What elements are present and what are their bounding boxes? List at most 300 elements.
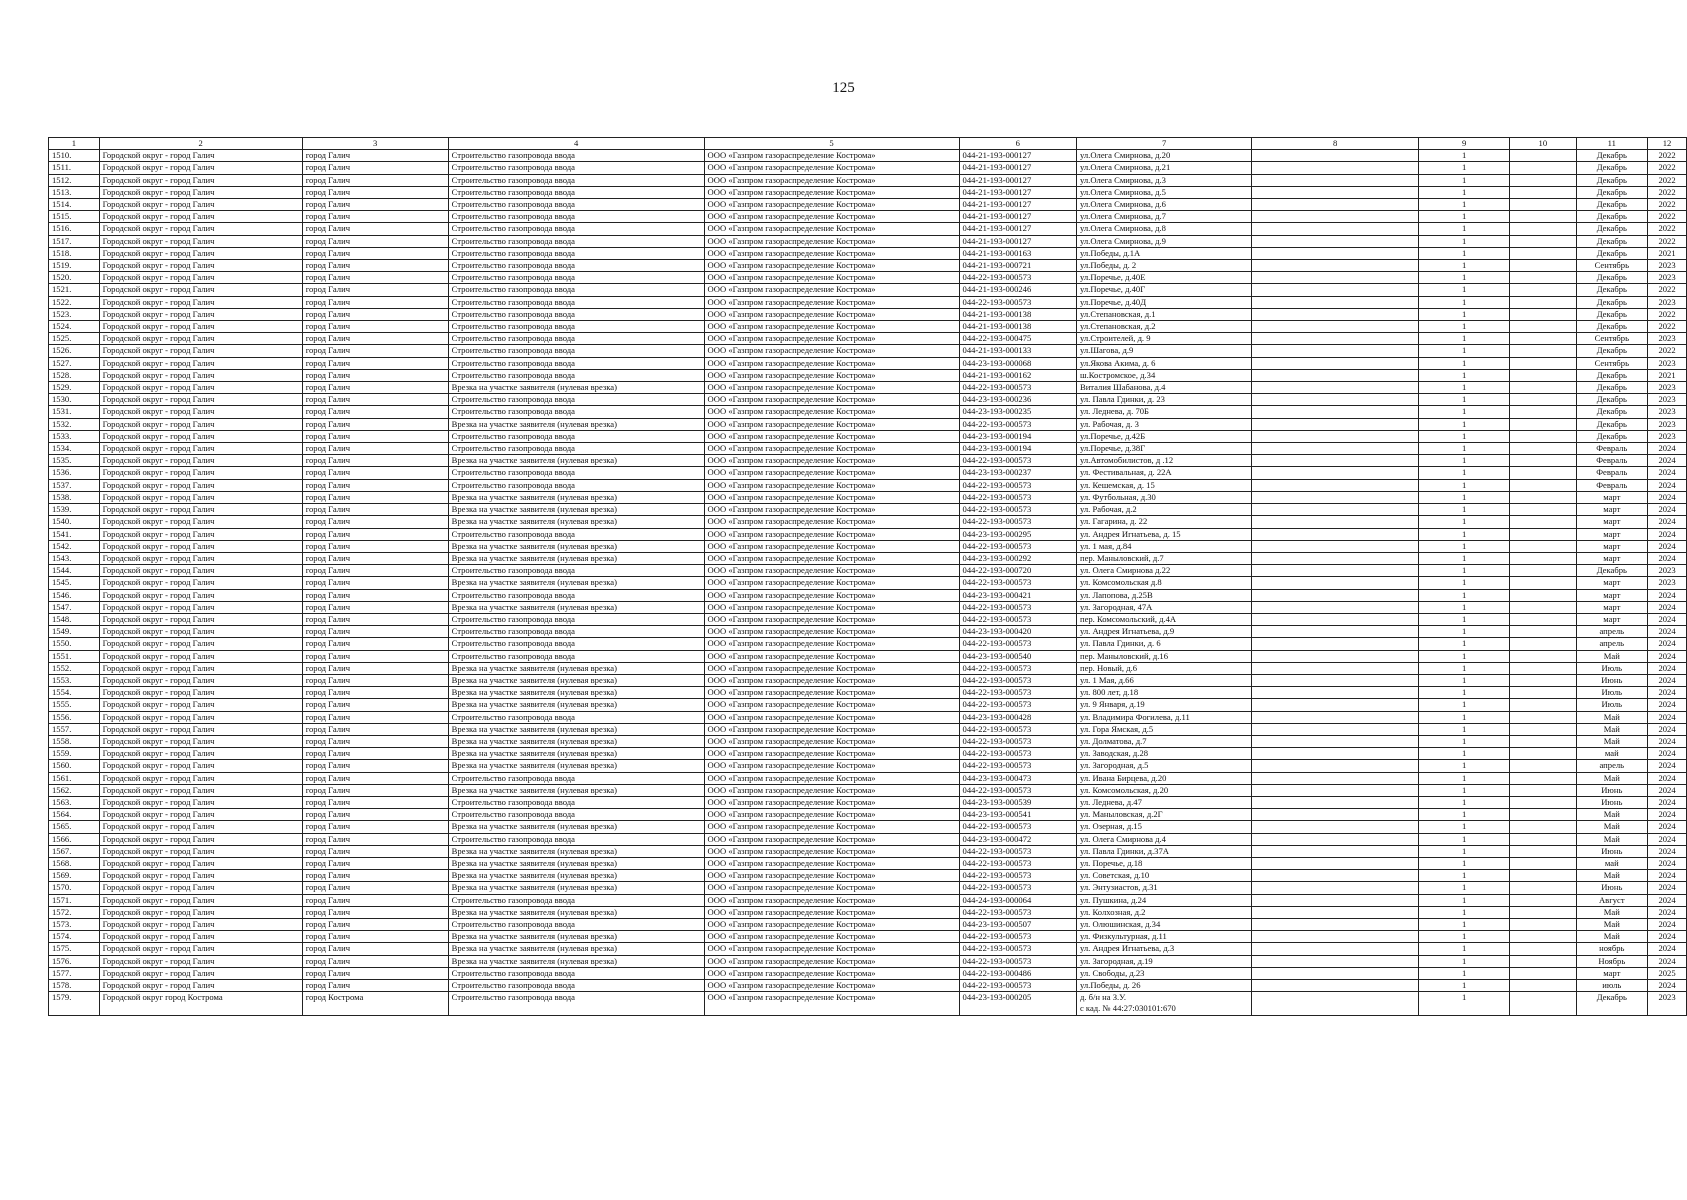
code-cell: 044-21-193-000133: [959, 345, 1076, 357]
row-number: 1511.: [49, 162, 100, 174]
row-number: 1546.: [49, 589, 100, 601]
address-cell: ул. 800 лет, д.18: [1076, 687, 1251, 699]
organization-cell: ООО «Газпром газораспределение Кострома»: [704, 748, 959, 760]
year-cell: 2022: [1648, 284, 1687, 296]
organization-cell: ООО «Газпром газораспределение Кострома»: [704, 406, 959, 418]
row-number: 1538.: [49, 491, 100, 503]
month-cell: Февраль: [1576, 443, 1648, 455]
year-cell: 2024: [1648, 919, 1687, 931]
year-cell: 2024: [1648, 589, 1687, 601]
address-cell: ул. Заводская, д.28: [1076, 748, 1251, 760]
district-cell: Городской округ - город Галич: [99, 186, 302, 198]
city-cell: город Галич: [302, 882, 448, 894]
organization-cell: ООО «Газпром газораспределение Кострома»: [704, 199, 959, 211]
city-cell: город Галич: [302, 552, 448, 564]
month-cell: Декабрь: [1576, 223, 1648, 235]
table-row: [49, 577, 1687, 589]
organization-cell: ООО «Газпром газораспределение Кострома»: [704, 980, 959, 992]
quantity-cell: 1: [1419, 528, 1510, 540]
col10-cell: [1510, 967, 1576, 979]
col8-cell: [1252, 809, 1419, 821]
col8-cell: [1252, 467, 1419, 479]
month-cell: Декабрь: [1576, 308, 1648, 320]
table-row: [49, 760, 1687, 772]
organization-cell: ООО «Газпром газораспределение Кострома»: [704, 760, 959, 772]
col10-cell: [1510, 540, 1576, 552]
code-cell: 044-22-193-000573: [959, 540, 1076, 552]
city-cell: город Галич: [302, 565, 448, 577]
district-cell: Городской округ - город Галич: [99, 723, 302, 735]
code-cell: 044-23-193-000237: [959, 467, 1076, 479]
month-cell: Декабрь: [1576, 345, 1648, 357]
col10-cell: [1510, 955, 1576, 967]
address-cell: ул. Андрея Игнатьева, д.9: [1076, 626, 1251, 638]
organization-cell: ООО «Газпром газораспределение Кострома»: [704, 552, 959, 564]
work-type-cell: Врезка на участке заявителя (нулевая врезка): [448, 455, 704, 467]
month-cell: Сентябрь: [1576, 260, 1648, 272]
code-cell: 044-23-193-000194: [959, 430, 1076, 442]
work-type-cell: Строительство газопровода ввода: [448, 345, 704, 357]
code-cell: 044-22-193-000573: [959, 821, 1076, 833]
col8-cell: [1252, 784, 1419, 796]
month-cell: Май: [1576, 735, 1648, 747]
col10-cell: [1510, 565, 1576, 577]
year-cell: 2023: [1648, 382, 1687, 394]
address-cell: ул.Степановская, д.1: [1076, 308, 1251, 320]
address-cell: ул. Озерная, д.15: [1076, 821, 1251, 833]
row-number: 1563.: [49, 796, 100, 808]
city-cell: город Галич: [302, 357, 448, 369]
quantity-cell: 1: [1419, 260, 1510, 272]
row-number: 1579.: [49, 992, 100, 1016]
address-cell: ул. Гагарина, д. 22: [1076, 516, 1251, 528]
col10-cell: [1510, 601, 1576, 613]
month-cell: Май: [1576, 821, 1648, 833]
table-row: [49, 833, 1687, 845]
quantity-cell: 1: [1419, 772, 1510, 784]
organization-cell: ООО «Газпром газораспределение Кострома»: [704, 784, 959, 796]
row-number: 1513.: [49, 186, 100, 198]
month-cell: Декабрь: [1576, 199, 1648, 211]
row-number: 1515.: [49, 211, 100, 223]
quantity-cell: 1: [1419, 235, 1510, 247]
table-row: [49, 150, 1687, 162]
table-row: [49, 906, 1687, 918]
code-cell: 044-22-193-000573: [959, 613, 1076, 625]
code-cell: 044-21-193-000246: [959, 284, 1076, 296]
organization-cell: ООО «Газпром газораспределение Кострома»: [704, 967, 959, 979]
district-cell: Городской округ - город Галич: [99, 211, 302, 223]
year-cell: 2023: [1648, 406, 1687, 418]
quantity-cell: 1: [1419, 272, 1510, 284]
quantity-cell: 1: [1419, 162, 1510, 174]
row-number: 1543.: [49, 552, 100, 564]
district-cell: Городской округ - город Галич: [99, 980, 302, 992]
table-row: [49, 247, 1687, 259]
table-row: [49, 467, 1687, 479]
code-cell: 044-21-193-000127: [959, 235, 1076, 247]
district-cell: Городской округ - город Галич: [99, 931, 302, 943]
quantity-cell: 1: [1419, 504, 1510, 516]
code-cell: 044-22-193-000486: [959, 967, 1076, 979]
district-cell: Городской округ - город Галич: [99, 394, 302, 406]
year-cell: 2022: [1648, 308, 1687, 320]
row-number: 1557.: [49, 723, 100, 735]
work-type-cell: Врезка на участке заявителя (нулевая врезка): [448, 674, 704, 686]
code-cell: 044-22-193-000573: [959, 296, 1076, 308]
column-header: 6: [959, 138, 1076, 150]
organization-cell: ООО «Газпром газораспределение Кострома»: [704, 394, 959, 406]
col8-cell: [1252, 577, 1419, 589]
district-cell: Городской округ - город Галич: [99, 516, 302, 528]
col8-cell: [1252, 308, 1419, 320]
address-cell: ул.Олега Смирнова, д.7: [1076, 211, 1251, 223]
year-cell: 2024: [1648, 455, 1687, 467]
col10-cell: [1510, 528, 1576, 540]
col10-cell: [1510, 894, 1576, 906]
district-cell: Городской округ - город Галич: [99, 430, 302, 442]
col8-cell: [1252, 272, 1419, 284]
col10-cell: [1510, 735, 1576, 747]
organization-cell: ООО «Газпром газораспределение Кострома»: [704, 601, 959, 613]
col10-cell: [1510, 772, 1576, 784]
address-cell: ул. Комсомольская, д.20: [1076, 784, 1251, 796]
col8-cell: [1252, 943, 1419, 955]
col8-cell: [1252, 955, 1419, 967]
city-cell: город Галич: [302, 284, 448, 296]
code-cell: 044-21-193-000127: [959, 174, 1076, 186]
month-cell: апрель: [1576, 638, 1648, 650]
address-cell: ул. Олега Смирнова д.4: [1076, 833, 1251, 845]
table-row: [49, 638, 1687, 650]
col8-cell: [1252, 967, 1419, 979]
row-number: 1562.: [49, 784, 100, 796]
table-row: [49, 931, 1687, 943]
code-cell: 044-23-193-000292: [959, 552, 1076, 564]
city-cell: город Галич: [302, 369, 448, 381]
col8-cell: [1252, 333, 1419, 345]
year-cell: 2023: [1648, 565, 1687, 577]
col10-cell: [1510, 162, 1576, 174]
code-cell: 044-22-193-000573: [959, 272, 1076, 284]
city-cell: город Галич: [302, 223, 448, 235]
col10-cell: [1510, 443, 1576, 455]
work-type-cell: Строительство газопровода ввода: [448, 235, 704, 247]
col8-cell: [1252, 418, 1419, 430]
address-cell: ул. Загородная, д.19: [1076, 955, 1251, 967]
code-cell: 044-22-193-000573: [959, 845, 1076, 857]
col8-cell: [1252, 687, 1419, 699]
address-cell: ул.Поречье, д.38Г: [1076, 443, 1251, 455]
city-cell: город Галич: [302, 406, 448, 418]
address-cell: ул. Лапопова, д.25В: [1076, 589, 1251, 601]
table-row: [49, 199, 1687, 211]
city-cell: город Галич: [302, 186, 448, 198]
column-header: 9: [1419, 138, 1510, 150]
address-cell: ул.Поречье, д.42Б: [1076, 430, 1251, 442]
table-row: [49, 174, 1687, 186]
month-cell: Декабрь: [1576, 394, 1648, 406]
quantity-cell: 1: [1419, 723, 1510, 735]
district-cell: Городской округ - город Галич: [99, 577, 302, 589]
col8-cell: [1252, 699, 1419, 711]
code-cell: 044-21-193-000138: [959, 321, 1076, 333]
row-number: 1540.: [49, 516, 100, 528]
organization-cell: ООО «Газпром газораспределение Кострома»: [704, 735, 959, 747]
work-type-cell: Строительство газопровода ввода: [448, 162, 704, 174]
month-cell: май: [1576, 748, 1648, 760]
year-cell: 2024: [1648, 650, 1687, 662]
col8-cell: [1252, 357, 1419, 369]
city-cell: город Галич: [302, 479, 448, 491]
quantity-cell: 1: [1419, 345, 1510, 357]
table-row: [49, 723, 1687, 735]
address-cell: ул.Якова Акима, д. 6: [1076, 357, 1251, 369]
col8-cell: [1252, 833, 1419, 845]
district-cell: Городской округ - город Галич: [99, 443, 302, 455]
quantity-cell: 1: [1419, 479, 1510, 491]
col8-cell: [1252, 552, 1419, 564]
year-cell: 2024: [1648, 711, 1687, 723]
code-cell: 044-22-193-000573: [959, 784, 1076, 796]
col10-cell: [1510, 833, 1576, 845]
city-cell: город Галич: [302, 504, 448, 516]
city-cell: город Галич: [302, 674, 448, 686]
col10-cell: [1510, 223, 1576, 235]
col10-cell: [1510, 626, 1576, 638]
district-cell: Городской округ - город Галич: [99, 906, 302, 918]
quantity-cell: 1: [1419, 174, 1510, 186]
col8-cell: [1252, 613, 1419, 625]
table-row: [49, 919, 1687, 931]
month-cell: Декабрь: [1576, 321, 1648, 333]
address-cell: пер. Новый, д.6: [1076, 662, 1251, 674]
row-number: 1558.: [49, 735, 100, 747]
col10-cell: [1510, 784, 1576, 796]
column-header: 4: [448, 138, 704, 150]
column-header: 10: [1510, 138, 1576, 150]
city-cell: город Галич: [302, 955, 448, 967]
row-number: 1529.: [49, 382, 100, 394]
quantity-cell: 1: [1419, 857, 1510, 869]
work-type-cell: Строительство газопровода ввода: [448, 430, 704, 442]
address-cell: ул.Победы, д.1А: [1076, 247, 1251, 259]
city-cell: город Галич: [302, 650, 448, 662]
city-cell: город Галич: [302, 601, 448, 613]
year-cell: 2024: [1648, 662, 1687, 674]
work-type-cell: Строительство газопровода ввода: [448, 369, 704, 381]
organization-cell: ООО «Газпром газораспределение Кострома»: [704, 650, 959, 662]
work-type-cell: Строительство газопровода ввода: [448, 528, 704, 540]
organization-cell: ООО «Газпром газораспределение Кострома»: [704, 333, 959, 345]
address-cell: ул.Поречье, д.40Е: [1076, 272, 1251, 284]
quantity-cell: 1: [1419, 955, 1510, 967]
district-cell: Городской округ - город Галич: [99, 345, 302, 357]
row-number: 1542.: [49, 540, 100, 552]
year-cell: 2024: [1648, 980, 1687, 992]
year-cell: 2024: [1648, 699, 1687, 711]
row-number: 1535.: [49, 455, 100, 467]
col10-cell: [1510, 857, 1576, 869]
code-cell: 044-23-193-000472: [959, 833, 1076, 845]
district-cell: Городской округ - город Галич: [99, 162, 302, 174]
city-cell: город Галич: [302, 333, 448, 345]
district-cell: Городской округ - город Галич: [99, 821, 302, 833]
organization-cell: ООО «Газпром газораспределение Кострома»: [704, 662, 959, 674]
address-cell: [1076, 992, 1251, 1016]
quantity-cell: 1: [1419, 882, 1510, 894]
col8-cell: [1252, 650, 1419, 662]
col10-cell: [1510, 882, 1576, 894]
row-number: 1559.: [49, 748, 100, 760]
row-number: 1524.: [49, 321, 100, 333]
address-cell: ул.Олега Смирнова, д.5: [1076, 186, 1251, 198]
work-type-cell: Строительство газопровода ввода: [448, 394, 704, 406]
column-header: 1: [49, 138, 100, 150]
year-cell: 2024: [1648, 479, 1687, 491]
work-type-cell: Строительство газопровода ввода: [448, 357, 704, 369]
district-cell: Городской округ - город Галич: [99, 857, 302, 869]
table-row: [49, 223, 1687, 235]
row-number: 1533.: [49, 430, 100, 442]
district-cell: Городской округ - город Галич: [99, 260, 302, 272]
city-cell: город Галич: [302, 308, 448, 320]
col8-cell: [1252, 174, 1419, 186]
col10-cell: [1510, 382, 1576, 394]
col8-cell: [1252, 479, 1419, 491]
code-cell: 044-21-193-000127: [959, 223, 1076, 235]
month-cell: Декабрь: [1576, 296, 1648, 308]
col8-cell: [1252, 906, 1419, 918]
col8-cell: [1252, 516, 1419, 528]
code-cell: 044-22-193-000573: [959, 723, 1076, 735]
col10-cell: [1510, 174, 1576, 186]
city-cell: город Галич: [302, 199, 448, 211]
table-row: [49, 504, 1687, 516]
row-number: 1552.: [49, 662, 100, 674]
work-type-cell: Строительство газопровода ввода: [448, 333, 704, 345]
organization-cell: ООО «Газпром газораспределение Кострома»: [704, 418, 959, 430]
organization-cell: ООО «Газпром газораспределение Кострома»: [704, 357, 959, 369]
table-row: [49, 333, 1687, 345]
code-cell: 044-21-193-000138: [959, 308, 1076, 320]
district-cell: Городской округ - город Галич: [99, 247, 302, 259]
district-cell: Городской округ - город Галич: [99, 308, 302, 320]
code-cell: 044-21-193-000127: [959, 162, 1076, 174]
code-cell: 044-22-193-000573: [959, 455, 1076, 467]
work-type-cell: Врезка на участке заявителя (нулевая врезка): [448, 857, 704, 869]
city-cell: город Галич: [302, 980, 448, 992]
year-cell: 2023: [1648, 430, 1687, 442]
row-number: 1527.: [49, 357, 100, 369]
table-row: [49, 321, 1687, 333]
quantity-cell: 1: [1419, 467, 1510, 479]
col10-cell: [1510, 992, 1576, 1016]
month-cell: Декабрь: [1576, 272, 1648, 284]
month-cell: Июнь: [1576, 674, 1648, 686]
col10-cell: [1510, 150, 1576, 162]
code-cell: 044-23-193-000236: [959, 394, 1076, 406]
organization-cell: ООО «Газпром газораспределение Кострома»: [704, 882, 959, 894]
quantity-cell: 1: [1419, 699, 1510, 711]
month-cell: Сентябрь: [1576, 333, 1648, 345]
row-number: 1577.: [49, 967, 100, 979]
table-row: [49, 162, 1687, 174]
col10-cell: [1510, 723, 1576, 735]
organization-cell: ООО «Газпром газораспределение Кострома»: [704, 772, 959, 784]
district-cell: Городской округ - город Галич: [99, 552, 302, 564]
code-cell: 044-22-193-000573: [959, 638, 1076, 650]
district-cell: Городской округ - город Галич: [99, 491, 302, 503]
district-cell: Городской округ - город Галич: [99, 589, 302, 601]
address-cell: ул. Загородная, д.5: [1076, 760, 1251, 772]
quantity-cell: 1: [1419, 284, 1510, 296]
organization-cell: ООО «Газпром газораспределение Кострома»: [704, 382, 959, 394]
col10-cell: [1510, 919, 1576, 931]
organization-cell: ООО «Газпром газораспределение Кострома»: [704, 162, 959, 174]
row-number: 1536.: [49, 467, 100, 479]
table-row: [49, 406, 1687, 418]
organization-cell: ООО «Газпром газораспределение Кострома»: [704, 223, 959, 235]
col10-cell: [1510, 296, 1576, 308]
quantity-cell: 1: [1419, 650, 1510, 662]
table-row: [49, 674, 1687, 686]
city-cell: город Галич: [302, 638, 448, 650]
work-type-cell: Строительство газопровода ввода: [448, 467, 704, 479]
quantity-cell: 1: [1419, 809, 1510, 821]
month-cell: март: [1576, 491, 1648, 503]
address-cell: ул. Свободы, д.23: [1076, 967, 1251, 979]
year-cell: 2022: [1648, 211, 1687, 223]
year-cell: 2022: [1648, 186, 1687, 198]
year-cell: 2024: [1648, 784, 1687, 796]
quantity-cell: 1: [1419, 186, 1510, 198]
address-cell: ул. Гора Ямская, д.5: [1076, 723, 1251, 735]
row-number: 1534.: [49, 443, 100, 455]
quantity-cell: 1: [1419, 516, 1510, 528]
year-cell: 2022: [1648, 150, 1687, 162]
organization-cell: ООО «Газпром газораспределение Кострома»: [704, 796, 959, 808]
col10-cell: [1510, 821, 1576, 833]
district-cell: Городской округ - город Галич: [99, 504, 302, 516]
organization-cell: ООО «Газпром газораспределение Кострома»: [704, 321, 959, 333]
col8-cell: [1252, 211, 1419, 223]
address-cell: ул. Энтузиастов, д.31: [1076, 882, 1251, 894]
work-type-cell: Строительство газопровода ввода: [448, 223, 704, 235]
table-row: [49, 845, 1687, 857]
quantity-cell: 1: [1419, 796, 1510, 808]
col8-cell: [1252, 199, 1419, 211]
table-row: [49, 565, 1687, 577]
row-number: 1512.: [49, 174, 100, 186]
city-cell: город Галич: [302, 845, 448, 857]
code-cell: 044-22-193-000573: [959, 980, 1076, 992]
work-type-cell: Строительство газопровода ввода: [448, 150, 704, 162]
col8-cell: [1252, 589, 1419, 601]
district-cell: Городской округ - город Галич: [99, 369, 302, 381]
code-cell: 044-22-193-000573: [959, 516, 1076, 528]
organization-cell: ООО «Газпром газораспределение Кострома»: [704, 247, 959, 259]
col8-cell: [1252, 674, 1419, 686]
col10-cell: [1510, 418, 1576, 430]
district-cell: Городской округ - город Галич: [99, 748, 302, 760]
year-cell: 2024: [1648, 528, 1687, 540]
col8-cell: [1252, 455, 1419, 467]
address-cell: ул. Маныловская, д.2Г: [1076, 809, 1251, 821]
code-cell: 044-23-193-000539: [959, 796, 1076, 808]
month-cell: март: [1576, 504, 1648, 516]
city-cell: город Галич: [302, 174, 448, 186]
